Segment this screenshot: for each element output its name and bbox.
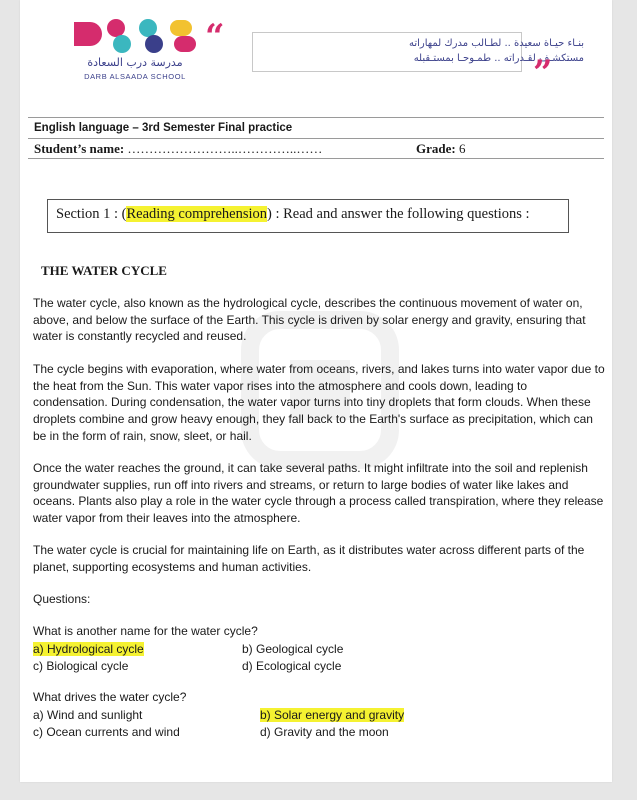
question-2-option-c: c) Ocean currents and wind [33, 725, 180, 739]
section-heading: Section 1 : (Reading comprehension) : Read and answer the following questions : [47, 199, 569, 233]
slogan-line-1: بنـاء حيـاة سعيدة .. لطـالب مدرك لمهاراته [408, 38, 584, 49]
student-row [28, 139, 604, 158]
worksheet-page [20, 0, 612, 782]
student-info-block [28, 117, 604, 159]
question-1-option-a: a) Hydrological cycle [33, 642, 144, 656]
open-quote-icon: “ [205, 17, 225, 57]
question-1-option-c: c) Biological cycle [33, 659, 129, 673]
grade-field: Grade: 6 [416, 141, 466, 156]
close-quote-icon: ” [533, 53, 553, 93]
school-name-english: DARB ALSAADA SCHOOL [84, 72, 186, 81]
question-2-option-a: a) Wind and sunlight [33, 708, 143, 722]
question-1-option-d: d) Ecological cycle [242, 659, 342, 673]
questions-heading: Questions: [33, 592, 91, 606]
passage-paragraph: Once the water reaches the ground, it can take several paths. It might infiltrate into the soil and replenish groundwater supplies, run off into rivers and streams, or return to large bodies of water like lakes and oceans. Plants also play a role in the water cycle through a process called transpiration, where they release water vapor from their leaves into the atmosphere. [33, 461, 604, 526]
question-2-option-b: b) Solar energy and gravity [260, 708, 405, 722]
question-2-option-d: d) Gravity and the moon [260, 725, 389, 739]
passage-paragraph: The water cycle, also known as the hydrological cycle, describes the continuous movement of water on, above, and below the surface of the Earth. This cycle is driven by solar energy and gravity, ensuring that water is constantly recycled and reused. [33, 296, 586, 344]
passage-title: THE WATER CYCLE [41, 263, 167, 278]
school-header [20, 0, 612, 100]
school-name-arabic: مدرسة درب السعادة [87, 56, 183, 69]
divider [28, 158, 604, 159]
school-logo [70, 18, 200, 81]
question-1-option-b: b) Geological cycle [242, 642, 344, 656]
passage-paragraph: The water cycle is crucial for maintaining life on Earth, as it distributes water across different parts of the planet, supporting ecosystems and human activities. [33, 543, 585, 574]
highlighted-section-name: Reading comprehension [126, 206, 268, 222]
logo-shapes-icon [70, 18, 200, 58]
question-1-text: What is another name for the water cycle? [33, 624, 258, 638]
question-2-text: What drives the water cycle? [33, 690, 187, 704]
student-name-field: Student’s name: ……………………..…………..…… [34, 141, 323, 156]
worksheet-title: English language – 3rd Semester Final practice [34, 122, 293, 134]
passage-paragraph: The cycle begins with evaporation, where water from oceans, rivers, and lakes turns into water vapor due to the heat from the Sun. This water vapor rises into the atmosphere and cools down, leading to condensation. During condensation, the water vapor turns into tiny droplets that form clouds. When these droplets combine and grow heavy enough, they fall back to the Earth's surface as precipitation, which can be in the form of rain, snow, sleet, or hail. [33, 362, 605, 443]
slogan-line-2: مستكشـف لقـدراته .. طمـوحـا بمستـقبله [413, 53, 584, 64]
